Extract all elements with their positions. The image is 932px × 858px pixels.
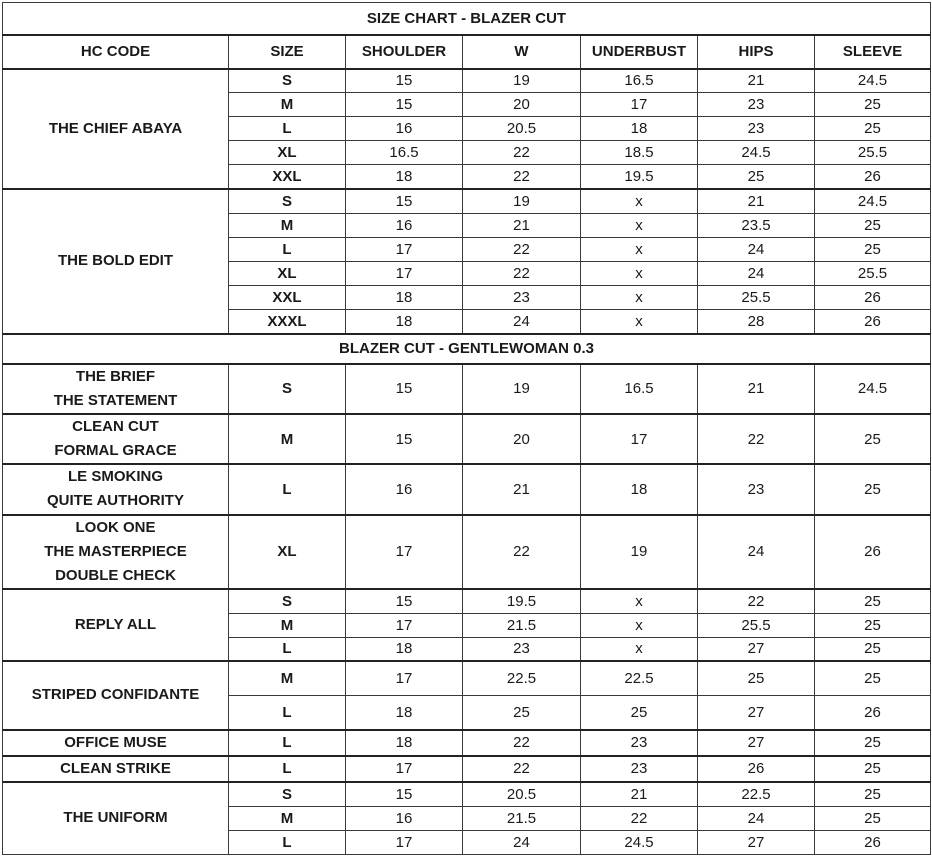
product-name-cell <box>3 189 229 334</box>
shoulder-cell: 17 <box>346 237 463 261</box>
size-cell: S <box>229 364 346 414</box>
underbust-cell: 19 <box>581 515 698 589</box>
w-cell: 24 <box>463 310 581 334</box>
sleeve-cell: 26 <box>815 310 931 334</box>
shoulder-cell: 17 <box>346 613 463 637</box>
w-cell: 20 <box>463 93 581 117</box>
underbust-cell: 22 <box>581 806 698 830</box>
sleeve-cell: 25 <box>815 414 931 464</box>
product-name: DOUBLE CHECK <box>55 566 176 584</box>
size-cell: L <box>229 756 346 782</box>
product-name: THE BRIEF <box>75 367 156 385</box>
column-header-shoulder: SHOULDER <box>346 35 463 69</box>
sleeve-cell: 25 <box>815 782 931 806</box>
size-chart-body <box>3 69 931 855</box>
w-cell: 19 <box>463 69 581 93</box>
w-cell: 22 <box>463 515 581 589</box>
sleeve-cell: 25 <box>815 730 931 756</box>
product-name: THE STATEMENT <box>53 391 178 409</box>
product-name: THE BOLD EDIT <box>58 252 173 270</box>
product-name-cell <box>3 69 229 190</box>
w-cell: 21 <box>463 464 581 514</box>
underbust-cell: 17 <box>581 414 698 464</box>
table-row <box>3 782 931 806</box>
size-cell: L <box>229 830 346 854</box>
shoulder-cell: 16.5 <box>346 141 463 165</box>
shoulder-cell: 18 <box>346 310 463 334</box>
underbust-cell: x <box>581 237 698 261</box>
hips-cell: 23.5 <box>698 213 815 237</box>
w-cell: 25 <box>463 695 581 729</box>
column-header-size: SIZE <box>229 35 346 69</box>
hips-cell: 22 <box>698 414 815 464</box>
hips-cell: 25.5 <box>698 285 815 309</box>
hips-cell: 24 <box>698 261 815 285</box>
hips-cell: 22.5 <box>698 782 815 806</box>
size-cell: L <box>229 637 346 661</box>
table-row <box>3 661 931 695</box>
sleeve-cell: 25 <box>815 806 931 830</box>
size-cell: L <box>229 730 346 756</box>
w-cell: 22 <box>463 165 581 189</box>
sleeve-cell: 25 <box>815 613 931 637</box>
sleeve-cell: 26 <box>815 515 931 589</box>
hips-cell: 24 <box>698 806 815 830</box>
underbust-cell: x <box>581 285 698 309</box>
size-cell: S <box>229 189 346 213</box>
table-row <box>3 364 931 414</box>
table-row <box>3 515 931 589</box>
underbust-cell: x <box>581 261 698 285</box>
product-name-cell <box>3 515 229 589</box>
hips-cell: 23 <box>698 464 815 514</box>
product-name-cell <box>3 589 229 661</box>
w-cell: 19.5 <box>463 589 581 613</box>
product-name: FORMAL GRACE <box>54 442 177 460</box>
underbust-cell: x <box>581 613 698 637</box>
shoulder-cell: 18 <box>346 695 463 729</box>
chart-title: SIZE CHART - BLAZER CUT <box>3 3 931 35</box>
sleeve-cell: 25 <box>815 117 931 141</box>
column-header-hc-code: HC CODE <box>3 35 229 69</box>
size-cell: L <box>229 464 346 514</box>
underbust-cell: 19.5 <box>581 165 698 189</box>
sleeve-cell: 25 <box>815 661 931 695</box>
shoulder-cell: 16 <box>346 117 463 141</box>
product-name-cell <box>3 464 229 514</box>
shoulder-cell: 17 <box>346 756 463 782</box>
table-row <box>3 69 931 93</box>
shoulder-cell: 15 <box>346 589 463 613</box>
w-cell: 22 <box>463 756 581 782</box>
w-cell: 21.5 <box>463 806 581 830</box>
sleeve-cell: 24.5 <box>815 69 931 93</box>
size-cell: S <box>229 782 346 806</box>
product-name-cell <box>3 414 229 464</box>
section-banner: BLAZER CUT - GENTLEWOMAN 0.3 <box>3 334 931 364</box>
underbust-cell: 21 <box>581 782 698 806</box>
shoulder-cell: 15 <box>346 782 463 806</box>
size-cell: XXXL <box>229 310 346 334</box>
hips-cell: 26 <box>698 756 815 782</box>
hips-cell: 21 <box>698 69 815 93</box>
shoulder-cell: 15 <box>346 93 463 117</box>
w-cell: 22 <box>463 237 581 261</box>
size-cell: XL <box>229 141 346 165</box>
sleeve-cell: 25 <box>815 637 931 661</box>
sleeve-cell: 26 <box>815 165 931 189</box>
w-cell: 24 <box>463 830 581 854</box>
hips-cell: 28 <box>698 310 815 334</box>
product-name: REPLY ALL <box>74 616 157 634</box>
product-name: THE MASTERPIECE <box>44 542 187 560</box>
shoulder-cell: 18 <box>346 165 463 189</box>
w-cell: 20.5 <box>463 117 581 141</box>
underbust-cell: 18 <box>581 117 698 141</box>
size-cell: XXL <box>229 285 346 309</box>
hips-cell: 25 <box>698 661 815 695</box>
w-cell: 22.5 <box>463 661 581 695</box>
w-cell: 22 <box>463 141 581 165</box>
table-row <box>3 589 931 613</box>
shoulder-cell: 17 <box>346 515 463 589</box>
column-header-sleeve: SLEEVE <box>815 35 931 69</box>
shoulder-cell: 18 <box>346 637 463 661</box>
underbust-cell: 25 <box>581 695 698 729</box>
sleeve-cell: 26 <box>815 285 931 309</box>
hips-cell: 24 <box>698 237 815 261</box>
sleeve-cell: 25.5 <box>815 261 931 285</box>
product-name: LOOK ONE <box>75 518 156 536</box>
column-header-underbust: UNDERBUST <box>581 35 698 69</box>
hips-cell: 27 <box>698 830 815 854</box>
product-name: STRIPED CONFIDANTE <box>31 686 200 704</box>
underbust-cell: x <box>581 189 698 213</box>
w-cell: 21 <box>463 213 581 237</box>
w-cell: 23 <box>463 637 581 661</box>
hips-cell: 21 <box>698 364 815 414</box>
underbust-cell: 17 <box>581 93 698 117</box>
hips-cell: 27 <box>698 730 815 756</box>
underbust-cell: 24.5 <box>581 830 698 854</box>
size-cell: L <box>229 117 346 141</box>
table-row <box>3 464 931 514</box>
underbust-cell: x <box>581 589 698 613</box>
product-name-cell <box>3 756 229 782</box>
hips-cell: 23 <box>698 117 815 141</box>
product-name: CLEAN STRIKE <box>60 759 171 777</box>
sleeve-cell: 25 <box>815 237 931 261</box>
sleeve-cell: 25 <box>815 589 931 613</box>
size-cell: S <box>229 589 346 613</box>
w-cell: 22 <box>463 730 581 756</box>
product-name-cell <box>3 782 229 855</box>
w-cell: 20.5 <box>463 782 581 806</box>
underbust-cell: 16.5 <box>581 364 698 414</box>
shoulder-cell: 17 <box>346 661 463 695</box>
size-cell: L <box>229 695 346 729</box>
underbust-cell: x <box>581 310 698 334</box>
size-cell: M <box>229 414 346 464</box>
hips-cell: 27 <box>698 637 815 661</box>
sleeve-cell: 24.5 <box>815 189 931 213</box>
column-header-hips: HIPS <box>698 35 815 69</box>
shoulder-cell: 17 <box>346 261 463 285</box>
underbust-cell: x <box>581 637 698 661</box>
sleeve-cell: 24.5 <box>815 364 931 414</box>
underbust-cell: 22.5 <box>581 661 698 695</box>
size-cell: XL <box>229 515 346 589</box>
size-cell: M <box>229 661 346 695</box>
size-cell: M <box>229 613 346 637</box>
size-cell: M <box>229 806 346 830</box>
w-cell: 20 <box>463 414 581 464</box>
product-name-cell <box>3 364 229 414</box>
hips-cell: 21 <box>698 189 815 213</box>
hips-cell: 24 <box>698 515 815 589</box>
product-name: THE UNIFORM <box>63 809 168 827</box>
hips-cell: 27 <box>698 695 815 729</box>
product-name: OFFICE MUSE <box>64 733 167 751</box>
shoulder-cell: 15 <box>346 364 463 414</box>
sleeve-cell: 25 <box>815 464 931 514</box>
shoulder-cell: 16 <box>346 464 463 514</box>
w-cell: 19 <box>463 189 581 213</box>
shoulder-cell: 16 <box>346 213 463 237</box>
underbust-cell: x <box>581 213 698 237</box>
product-name: CLEAN CUT <box>72 418 159 436</box>
size-cell: L <box>229 237 346 261</box>
sleeve-cell: 26 <box>815 830 931 854</box>
shoulder-cell: 15 <box>346 189 463 213</box>
product-name-cell <box>3 730 229 756</box>
product-name-cell <box>3 661 229 729</box>
underbust-cell: 18 <box>581 464 698 514</box>
sleeve-cell: 25 <box>815 213 931 237</box>
shoulder-cell: 16 <box>346 806 463 830</box>
w-cell: 22 <box>463 261 581 285</box>
size-chart-table <box>2 2 931 855</box>
column-header-w: W <box>463 35 581 69</box>
size-cell: M <box>229 93 346 117</box>
product-name: QUITE AUTHORITY <box>47 492 184 510</box>
sleeve-cell: 25.5 <box>815 141 931 165</box>
sleeve-cell: 26 <box>815 695 931 729</box>
hips-cell: 25.5 <box>698 613 815 637</box>
hips-cell: 25 <box>698 165 815 189</box>
w-cell: 21.5 <box>463 613 581 637</box>
hips-cell: 22 <box>698 589 815 613</box>
product-name: LE SMOKING <box>67 468 163 486</box>
size-cell: XL <box>229 261 346 285</box>
product-name: THE CHIEF ABAYA <box>48 119 183 137</box>
size-cell: S <box>229 69 346 93</box>
underbust-cell: 18.5 <box>581 141 698 165</box>
underbust-cell: 23 <box>581 756 698 782</box>
shoulder-cell: 15 <box>346 69 463 93</box>
w-cell: 19 <box>463 364 581 414</box>
underbust-cell: 16.5 <box>581 69 698 93</box>
table-row <box>3 756 931 782</box>
shoulder-cell: 17 <box>346 830 463 854</box>
size-cell: M <box>229 213 346 237</box>
hips-cell: 23 <box>698 93 815 117</box>
sleeve-cell: 25 <box>815 756 931 782</box>
shoulder-cell: 18 <box>346 285 463 309</box>
shoulder-cell: 15 <box>346 414 463 464</box>
table-row <box>3 414 931 464</box>
shoulder-cell: 18 <box>346 730 463 756</box>
size-cell: XXL <box>229 165 346 189</box>
w-cell: 23 <box>463 285 581 309</box>
sleeve-cell: 25 <box>815 93 931 117</box>
hips-cell: 24.5 <box>698 141 815 165</box>
underbust-cell: 23 <box>581 730 698 756</box>
table-row <box>3 730 931 756</box>
table-row <box>3 189 931 213</box>
